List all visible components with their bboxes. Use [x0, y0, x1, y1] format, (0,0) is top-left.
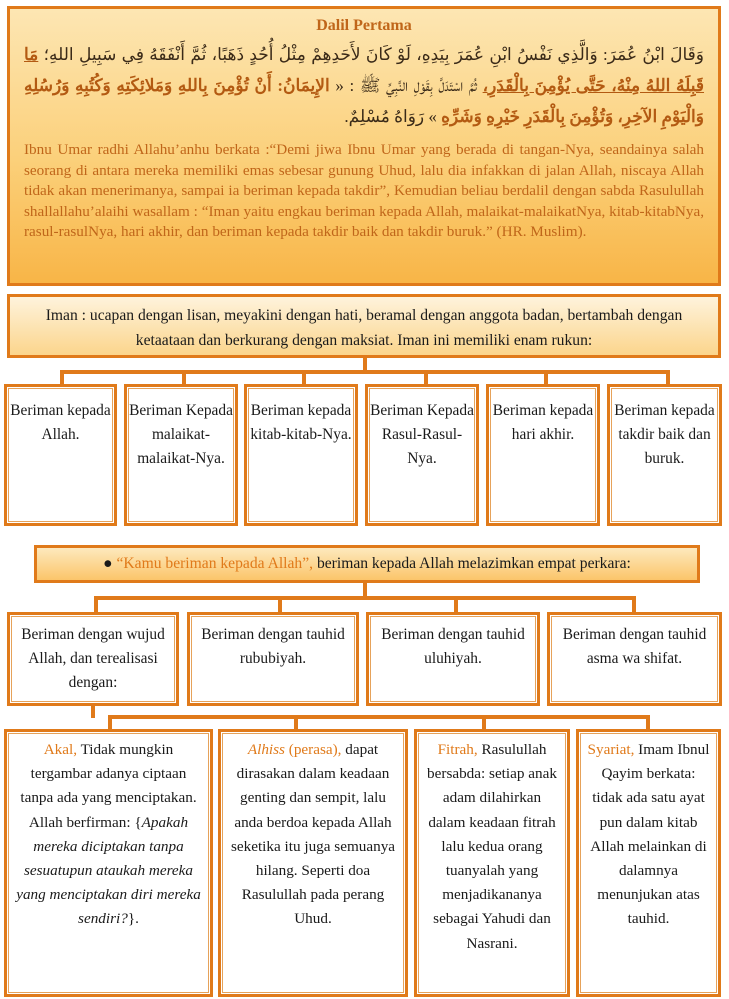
rukun-box-rasul — [365, 384, 479, 526]
rukun-box-allah — [4, 384, 117, 526]
connector — [108, 715, 112, 729]
detail-body: Rasulullah bersabda: setiap anak adam dilahirkan dalam keadaan fitrah lalu kedua orang tuanyalah yang menjadikananya sebagai Yahudi dan Nasrani. — [427, 741, 557, 952]
translation-text: Ibnu Umar radhi Allahu’anhu berkata :“Demi jiwa Ibnu Umar yang berada di tangan-Nya, seandainya salah seorang di antara mereka memiliki emas sebesar gunung Uhud, lalu dia infakkan di jalan Allah, niscaya Allah tidak akan menerimanya, sampai ia beriman kepada takdir”, Kemudian beliau berdalil dengan sabda Rasulullah shallallahu’alaihi wasallam : “Iman yaitu engkau beriman kepada Allah, malaikat-malaikatNya, kitab-kitabNya, rasul-rasulNya, hari akhir, dan beriman kepada takdir baik dan takdir buruk.” (HR. Muslim). — [24, 141, 704, 240]
connector — [544, 370, 548, 384]
detail-term: Syariat, — [587, 741, 635, 758]
arabic-part-2: مَا قَبِلَهُ اللهُ مِنْهُ، حَتَّى يُؤْمِنَ بِالْقَدَرِ، — [24, 45, 705, 95]
rukun-label: Beriman Kepada malaikat-malaikat-Nya. — [128, 388, 234, 522]
rukun-box-takdir — [607, 384, 722, 526]
rukun-box-hari-akhir — [486, 384, 600, 526]
perkara-box-uluhiyah — [366, 612, 540, 706]
rukun-box-malaikat — [124, 384, 238, 526]
arabic-text — [24, 39, 704, 132]
allah-heading-rest: beriman kepada Allah melazimkan empat perkara: — [313, 555, 631, 572]
connector — [424, 370, 428, 384]
connector — [666, 370, 670, 384]
rukun-label: Beriman kepada kitab-kitab-Nya. — [248, 388, 354, 522]
connector — [278, 596, 282, 612]
connector — [454, 596, 458, 612]
perkara-label: Beriman dengan tauhid asma wa shifat. — [551, 616, 718, 702]
bullet-icon: ● — [103, 555, 113, 572]
detail-box-fitrah — [414, 729, 570, 997]
arabic-part-5: » رَوَاهُ مُسْلِمٌ. — [344, 107, 437, 126]
rukun-label: Beriman Kepada Rasul-Rasul-Nya. — [369, 388, 475, 522]
perkara-label: Beriman dengan tauhid rububiyah. — [191, 616, 355, 702]
rukun-label: Beriman kepada Allah. — [8, 388, 113, 522]
arabic-part-3: ثُمَّ اسْتَدَلَّ بِقَوْلِ النَّبِيِّ ﷺ : « — [335, 76, 477, 95]
detail-term: Fitrah, — [437, 741, 478, 758]
dalil-title: Dalil Pertama — [316, 17, 412, 34]
allah-quote: “Kamu beriman kepada Allah”, — [116, 555, 314, 572]
connector — [632, 596, 636, 612]
connector — [60, 370, 64, 384]
detail-text — [222, 733, 404, 993]
detail-term: (perasa), — [284, 741, 342, 758]
detail-text — [8, 733, 209, 993]
perkara-box-rububiyah — [187, 612, 359, 706]
connector — [91, 706, 95, 718]
connector — [182, 370, 186, 384]
detail-box-alhiss — [218, 729, 408, 997]
detail-box-syariat — [576, 729, 721, 997]
allah-section-heading — [34, 545, 700, 583]
connector — [60, 370, 670, 374]
rukun-label: Beriman kepada takdir baik dan buruk. — [611, 388, 718, 522]
arabic-part-4: الإِيمَانُ: أَنْ تُؤْمِنَ بِاللهِ وَمَلائِكَتِهِ وَكُتُبِهِ وَرُسُلِهِ وَالْيَوْمِ الآخِرِ، وَتُؤْمِنَ بِالْقَدَرِ خَيْرِهِ وَشَرِّهِ — [24, 76, 704, 126]
connector — [482, 715, 486, 729]
connector — [646, 715, 650, 729]
detail-end: }. — [127, 910, 139, 928]
detail-text — [418, 733, 566, 993]
connector — [302, 370, 306, 384]
rukun-box-kitab — [244, 384, 358, 526]
connector — [94, 596, 98, 612]
iman-definition-text: Iman : ucapan dengan lisan, meyakini dengan hati, beramal dengan anggota badan, bertambah dengan ketaataan dan berkurang dengan maksiat. Iman ini memiliki enam rukun: — [45, 307, 683, 349]
connector — [94, 596, 636, 600]
dalil-panel — [7, 6, 721, 286]
detail-quran-verse: Apakah mereka diciptakan tanpa sesuatupun ataukah mereka yang menciptakan diri mereka sendiri? — [16, 813, 201, 928]
perkara-label: Beriman dengan wujud Allah, dan terealisasi dengan: — [11, 616, 175, 702]
detail-body: Imam Ibnul Qayim berkata: tidak ada satu ayat pun dalam kitab Allah melainkan di dalamnya menunjukan atas tauhid. — [590, 741, 710, 928]
rukun-label: Beriman kepada hari akhir. — [490, 388, 596, 522]
connector — [108, 715, 650, 719]
perkara-label: Beriman dengan tauhid uluhiyah. — [370, 616, 536, 702]
detail-body: Tidak mungkin tergambar adanya ciptaan tanpa ada yang menciptakan. Allah berfirman: { — [20, 741, 197, 831]
connector — [294, 715, 298, 729]
detail-body: dapat dirasakan dalam keadaan genting dan sempit, lalu anda berdoa kepada Allah seketika itu juga semuanya hilang. Seperti doa Rasulullah pada perang Uhud. — [230, 741, 396, 928]
perkara-box-wujud — [7, 612, 179, 706]
detail-term-italic: Alhiss — [247, 741, 285, 758]
detail-text — [580, 733, 717, 993]
detail-box-akal — [4, 729, 213, 997]
arabic-part-1: وَقَالَ ابْنُ عُمَرَ: وَالَّذِي نَفْسُ ابْنِ عُمَرَ بِيَدِهِ، لَوْ كَانَ لأَحَدِهِمْ مِثْلُ أُحُدٍ ذَهَبًا، ثُمَّ أَنْفَقَهُ فِي سَبِيلِ اللهِ؛ — [43, 45, 704, 64]
iman-definition-box — [7, 294, 721, 358]
detail-term: Akal, — [43, 741, 78, 758]
perkara-box-asma-shifat — [547, 612, 722, 706]
